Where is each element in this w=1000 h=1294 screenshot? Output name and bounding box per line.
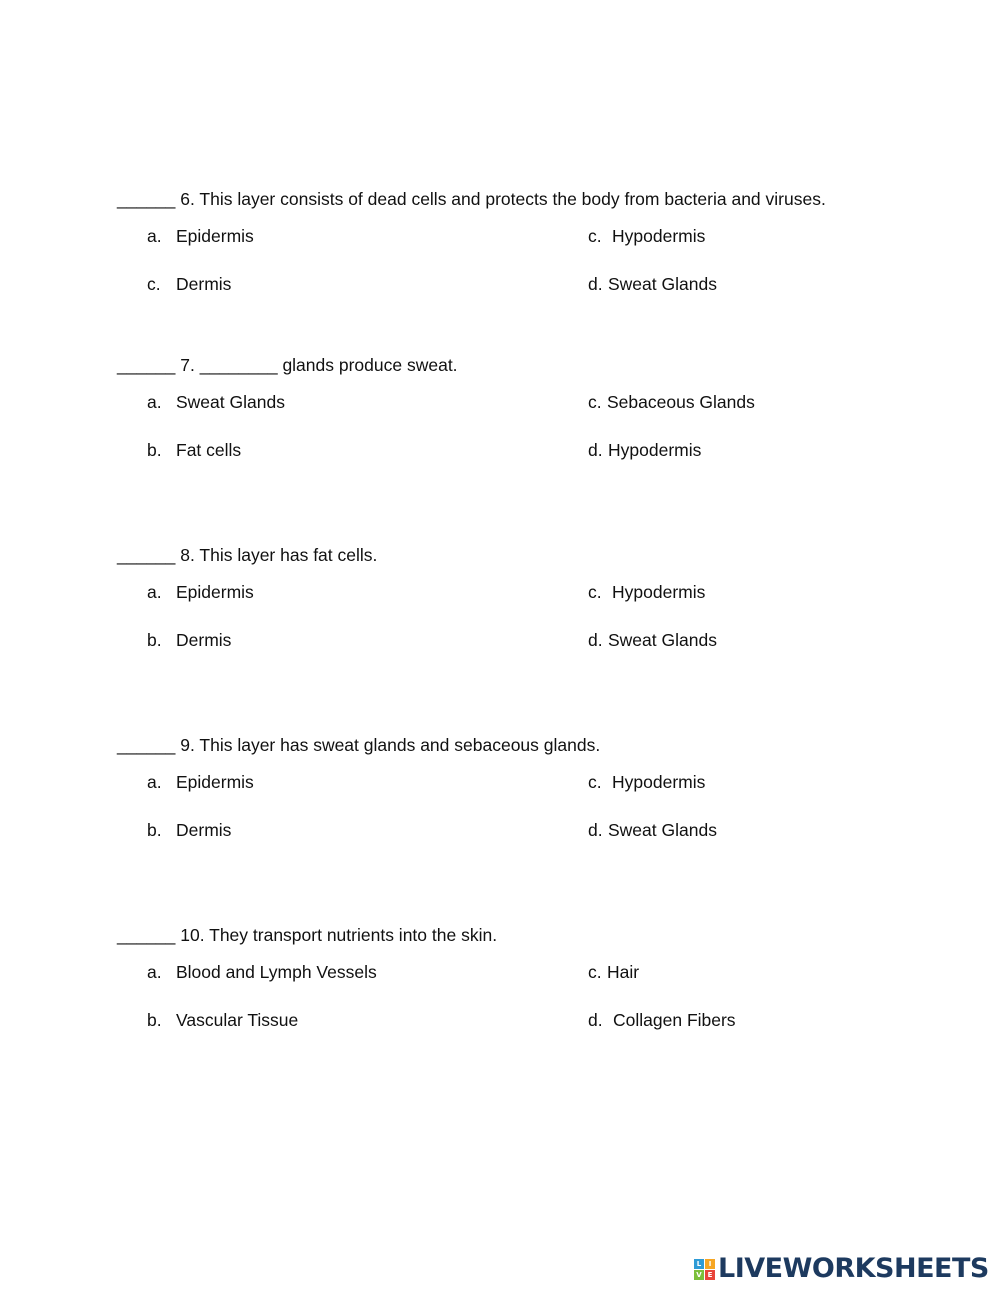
option-label: Sebaceous Glands (607, 392, 755, 412)
question-text: ______ 8. This layer has fat cells. (117, 545, 378, 565)
option-letter: c. (588, 772, 602, 792)
option-letter: d. (588, 1010, 603, 1030)
option-d[interactable] (588, 439, 701, 461)
question-text: ______ 9. This layer has sweat glands and sebaceous glands. (117, 735, 601, 755)
option-label: Hypodermis (608, 440, 702, 460)
option-c[interactable] (588, 961, 639, 983)
option-a[interactable] (147, 391, 285, 413)
option-label: Dermis (176, 630, 232, 650)
option-d[interactable] (588, 819, 717, 841)
option-d[interactable] (588, 1009, 736, 1031)
option-label: Blood and Lymph Vessels (176, 962, 377, 982)
logo-text: LIVEWORKSHEETS (718, 1253, 989, 1284)
option-letter: a. (147, 772, 162, 792)
logo-blocks-icon (694, 1259, 715, 1280)
option-letter: c. (588, 962, 602, 982)
option-b[interactable] (147, 629, 231, 651)
logo-block: V (694, 1270, 704, 1280)
option-b[interactable] (147, 1009, 298, 1031)
option-label: Epidermis (176, 772, 254, 792)
option-b[interactable] (147, 819, 231, 841)
logo-block: E (705, 1270, 715, 1280)
option-letter: c. (588, 392, 602, 412)
option-letter: a. (147, 962, 162, 982)
option-label: Sweat Glands (608, 820, 717, 840)
question-7 (117, 354, 917, 460)
liveworksheets-logo (694, 1254, 989, 1284)
option-label: Hypodermis (612, 772, 706, 792)
option-a[interactable] (147, 225, 254, 247)
option-a[interactable] (147, 581, 254, 603)
option-letter: d. (588, 440, 603, 460)
option-label: Sweat Glands (176, 392, 285, 412)
option-letter: c. (147, 274, 161, 294)
option-d[interactable] (588, 629, 717, 651)
option-d[interactable] (588, 273, 717, 295)
question-text: ______ 10. They transport nutrients into the skin. (117, 925, 498, 945)
option-letter: a. (147, 226, 162, 246)
question-text: ______ 7. ________ glands produce sweat. (117, 355, 458, 375)
option-letter: b. (147, 820, 162, 840)
option-c[interactable] (588, 581, 705, 603)
option-c[interactable] (588, 771, 705, 793)
logo-block: I (705, 1259, 715, 1269)
option-letter: b. (147, 630, 162, 650)
question-6 (117, 188, 917, 294)
option-label: Hypodermis (612, 582, 706, 602)
option-letter: c. (588, 582, 602, 602)
option-c[interactable] (588, 391, 755, 413)
option-label: Vascular Tissue (176, 1010, 299, 1030)
option-label: Fat cells (176, 440, 242, 460)
option-c[interactable] (588, 225, 705, 247)
option-b[interactable] (147, 439, 241, 461)
option-a[interactable] (147, 961, 377, 983)
option-label: Collagen Fibers (613, 1010, 736, 1030)
question-10 (117, 924, 917, 1030)
option-label: Epidermis (176, 582, 254, 602)
question-text: ______ 6. This layer consists of dead cells and protects the body from bacteria and viruses. (117, 189, 826, 209)
option-c-left[interactable] (147, 273, 231, 295)
option-label: Dermis (176, 820, 232, 840)
option-letter: a. (147, 392, 162, 412)
option-label: Sweat Glands (608, 630, 717, 650)
option-letter: b. (147, 1010, 162, 1030)
option-label: Hair (607, 962, 640, 982)
option-label: Epidermis (176, 226, 254, 246)
question-8 (117, 544, 917, 650)
logo-block: L (694, 1259, 704, 1269)
option-letter: b. (147, 440, 162, 460)
option-label: Sweat Glands (608, 274, 717, 294)
option-letter: d. (588, 274, 603, 294)
option-a[interactable] (147, 771, 254, 793)
option-letter: c. (588, 226, 602, 246)
option-letter: d. (588, 820, 603, 840)
question-9 (117, 734, 917, 840)
option-letter: a. (147, 582, 162, 602)
option-label: Hypodermis (612, 226, 706, 246)
option-label: Dermis (176, 274, 232, 294)
option-letter: d. (588, 630, 603, 650)
